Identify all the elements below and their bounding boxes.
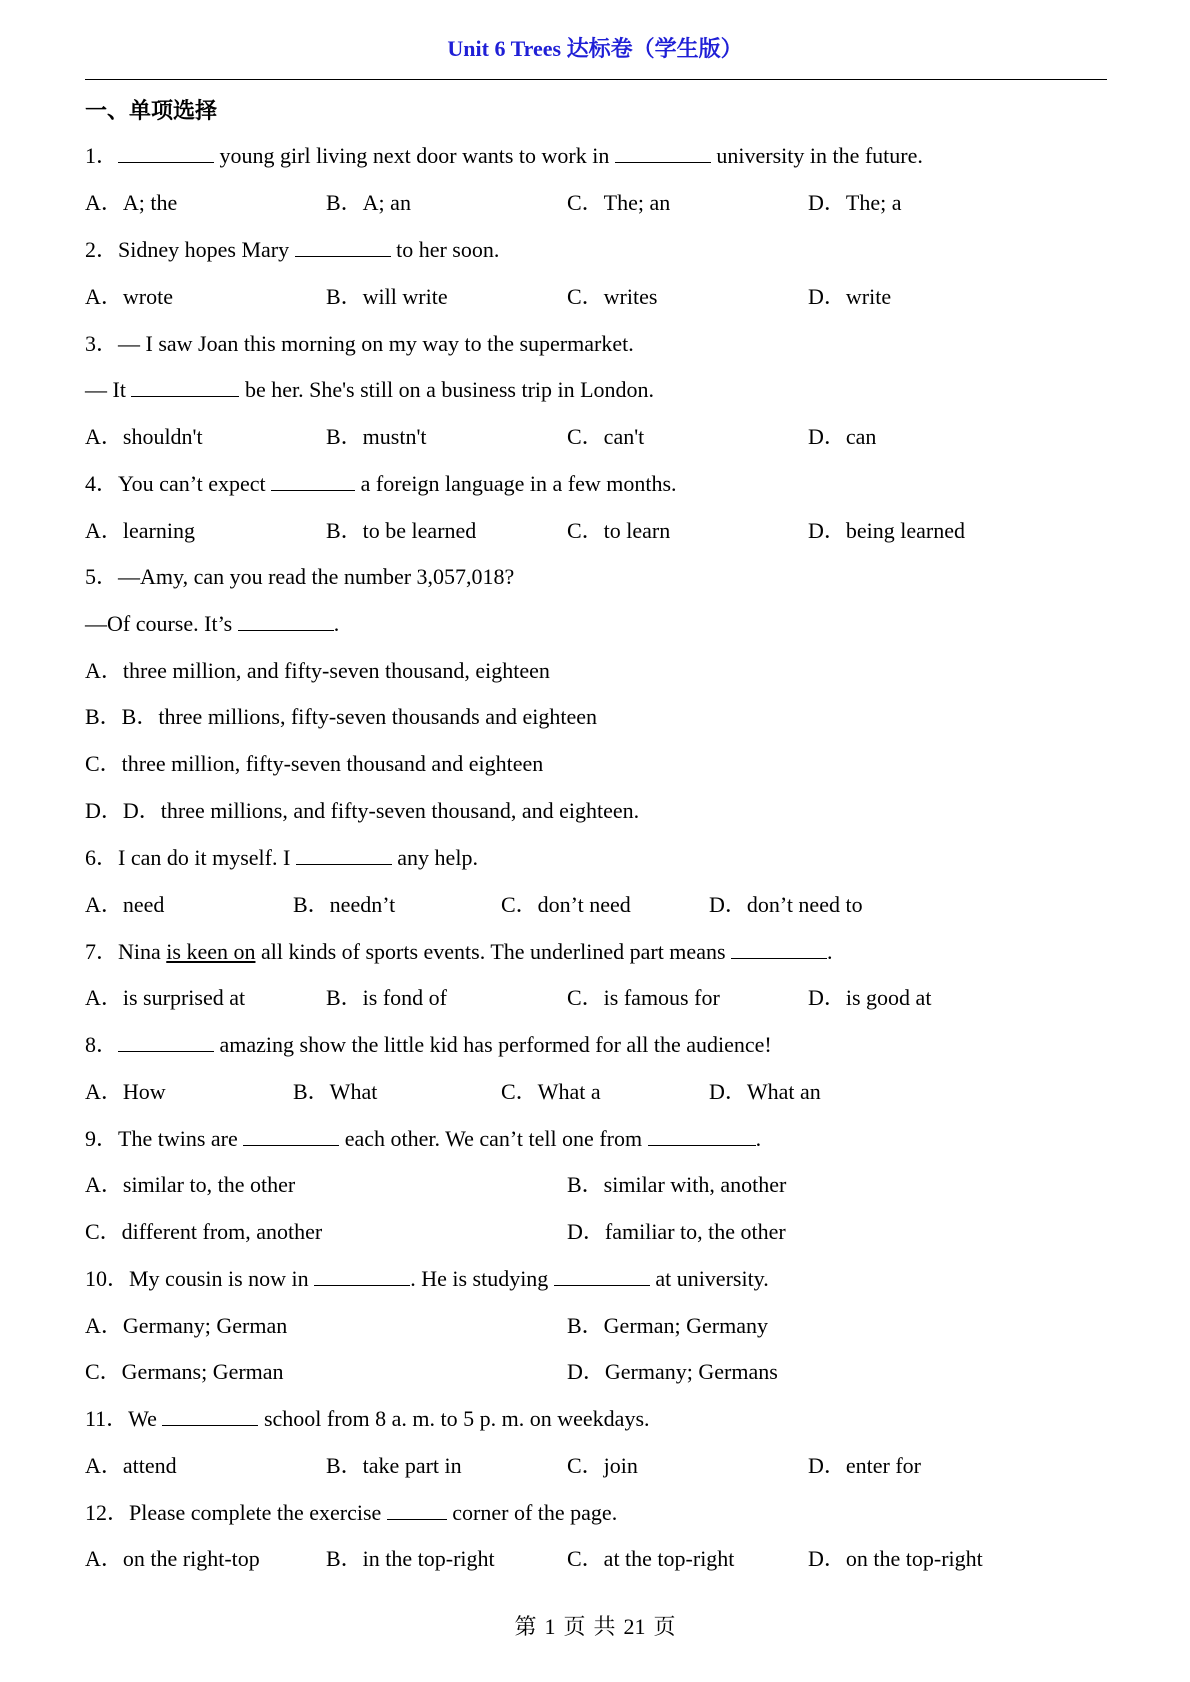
- question-5: 5．—Amy, can you read the number 3,057,018?: [85, 564, 515, 589]
- option-d: D．enter for: [808, 1453, 922, 1478]
- answer-blank: [296, 844, 392, 865]
- option-a: A．wrote: [85, 284, 173, 309]
- option-c: C．Germans; German: [85, 1359, 284, 1384]
- option-b: B．will write: [326, 284, 448, 309]
- footer-word: 第: [514, 1614, 537, 1639]
- option-b: B．in the top-right: [326, 1546, 495, 1571]
- option-a: A．Germany; German: [85, 1313, 288, 1338]
- question-text: — It: [85, 377, 132, 402]
- option-b: B．take part in: [326, 1453, 462, 1478]
- question-text: university in the future.: [710, 143, 923, 168]
- option-d: D．can: [808, 424, 877, 449]
- header-divider: [85, 79, 1107, 80]
- option-d: D．is good at: [808, 985, 932, 1010]
- option-b: B．A; an: [326, 190, 411, 215]
- section-heading: 一、单项选择: [85, 99, 218, 124]
- answer-blank: [131, 376, 239, 397]
- question-3: 3．— I saw Joan this morning on my way to the supermarket.: [85, 331, 634, 356]
- answer-blank: [243, 1125, 339, 1146]
- answer-blank: [731, 938, 827, 959]
- question-12: [85, 1498, 617, 1528]
- option-d: D．on the top-right: [808, 1546, 983, 1571]
- answer-blank: [238, 610, 334, 631]
- option-a: A．similar to, the other: [85, 1172, 296, 1197]
- option-c: C．different from, another: [85, 1219, 323, 1244]
- option-a: A．How: [85, 1079, 166, 1104]
- option-d: D．being learned: [808, 518, 965, 543]
- option-c: C．three million, fifty-seven thousand and eighteen: [85, 751, 544, 776]
- question-text: 6．I can do it myself. I: [85, 845, 296, 870]
- option-b: B．German; Germany: [567, 1313, 768, 1338]
- option-a: A．is surprised at: [85, 985, 246, 1010]
- question-text: .: [333, 611, 340, 636]
- question-text: all kinds of sports events. The underlined part means: [255, 939, 732, 964]
- option-d: D．The; a: [808, 190, 902, 215]
- option-c: C．writes: [567, 284, 658, 309]
- option-b: B．to be learned: [326, 518, 477, 543]
- option-b: B．B．three millions, fifty-seven thousands and eighteen: [85, 704, 598, 729]
- answer-blank: [554, 1265, 650, 1286]
- question-8: [85, 1030, 772, 1060]
- question-text: . He is studying: [410, 1266, 554, 1291]
- answer-blank: [314, 1265, 410, 1286]
- option-d: D．write: [808, 284, 892, 309]
- answer-blank: [648, 1125, 756, 1146]
- total-page-count: 21: [623, 1614, 646, 1639]
- question-text: young girl living next door wants to work in: [214, 143, 615, 168]
- question-text: any help.: [391, 845, 478, 870]
- option-c: C．at the top-right: [567, 1546, 735, 1571]
- page-footer: [0, 1610, 1190, 1641]
- question-text: each other. We can’t tell one from: [339, 1126, 648, 1151]
- question-11: [85, 1404, 650, 1434]
- answer-blank: [295, 236, 391, 257]
- option-a: A．attend: [85, 1453, 177, 1478]
- option-c: C．The; an: [567, 190, 671, 215]
- question-text: 4．You can’t expect: [85, 471, 272, 496]
- question-text: be her. She's still on a business trip in London.: [239, 377, 655, 402]
- question-10: [85, 1264, 769, 1294]
- question-text: 10．My cousin is now in: [85, 1266, 315, 1291]
- answer-blank: [118, 1031, 214, 1052]
- option-b: B．needn’t: [293, 892, 396, 917]
- option-c: C．join: [567, 1453, 638, 1478]
- question-6: [85, 843, 478, 873]
- question-text: 11．We: [85, 1406, 163, 1431]
- option-a: A．on the right-top: [85, 1546, 260, 1571]
- answer-blank: [162, 1405, 258, 1426]
- question-1: [85, 141, 923, 171]
- question-4: [85, 469, 677, 499]
- current-page-number: 1: [544, 1614, 556, 1639]
- option-b: B．similar with, another: [567, 1172, 787, 1197]
- option-a: A．need: [85, 892, 165, 917]
- option-b: B．What: [293, 1079, 378, 1104]
- option-d: D．don’t need to: [709, 892, 863, 917]
- footer-word: 页: [653, 1614, 676, 1639]
- answer-blank: [615, 142, 711, 163]
- question-text: 2．Sidney hopes Mary: [85, 237, 295, 262]
- option-d: D．Germany; Germans: [567, 1359, 778, 1384]
- footer-word: 页: [563, 1614, 586, 1639]
- answer-blank: [387, 1499, 447, 1520]
- option-c: C．can't: [567, 424, 645, 449]
- question-text: amazing show the little kid has performed for all the audience!: [214, 1032, 772, 1057]
- question-text: school from 8 a. m. to 5 p. m. on weekdays.: [258, 1406, 650, 1431]
- option-c: C．What a: [501, 1079, 601, 1104]
- question-text: to her soon.: [390, 237, 500, 262]
- option-c: C．to learn: [567, 518, 671, 543]
- question-7: [85, 937, 833, 967]
- question-text: 12．Please complete the exercise: [85, 1500, 387, 1525]
- question-text: at university.: [649, 1266, 769, 1291]
- underlined-phrase: is keen on: [166, 939, 256, 964]
- question-text: .: [755, 1126, 762, 1151]
- option-b: B．is fond of: [326, 985, 448, 1010]
- answer-blank: [271, 470, 355, 491]
- question-3-reply: [85, 375, 654, 405]
- question-5-reply: [85, 609, 339, 639]
- option-d: D．D．three millions, and fifty-seven thousand, and eighteen.: [85, 798, 640, 823]
- option-d: D．familiar to, the other: [567, 1219, 786, 1244]
- question-text: —Of course. It’s: [85, 611, 238, 636]
- page-title: Unit 6 Trees 达标卷（学生版）: [447, 36, 743, 61]
- question-text: a foreign language in a few months.: [355, 471, 677, 496]
- question-text: .: [827, 939, 833, 964]
- option-c: C．is famous for: [567, 985, 720, 1010]
- option-c: C．don’t need: [501, 892, 631, 917]
- option-a: A．learning: [85, 518, 195, 543]
- answer-blank: [118, 142, 214, 163]
- question-text: 8．: [85, 1032, 119, 1057]
- question-text: corner of the page.: [446, 1500, 618, 1525]
- question-9: [85, 1124, 761, 1154]
- footer-word: 共: [593, 1614, 616, 1639]
- option-a: A．shouldn't: [85, 424, 203, 449]
- question-text: 9．The twins are: [85, 1126, 244, 1151]
- option-a: A．three million, and fifty-seven thousand, eighteen: [85, 658, 550, 683]
- question-text: 7．Nina: [85, 939, 167, 964]
- question-text: 1．: [85, 143, 119, 168]
- option-b: B．mustn't: [326, 424, 427, 449]
- question-2: [85, 235, 499, 265]
- option-a: A．A; the: [85, 190, 178, 215]
- option-d: D．What an: [709, 1079, 821, 1104]
